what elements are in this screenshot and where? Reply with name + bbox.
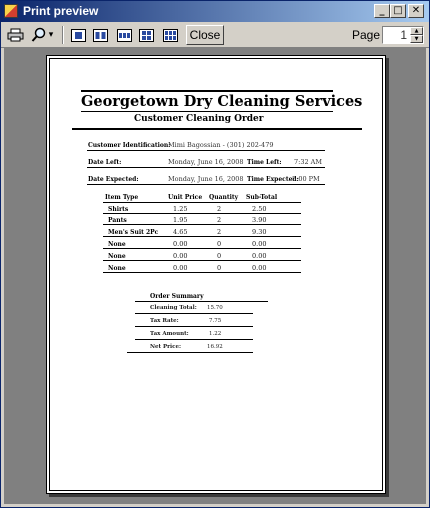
row-item: None xyxy=(108,253,126,260)
customer-label: Customer Identification: xyxy=(88,142,171,149)
time-expected-value: 5:00 PM xyxy=(292,175,320,183)
toolbar-separator xyxy=(62,26,64,44)
six-pages-icon xyxy=(163,29,178,42)
row-unit-price: 0.00 xyxy=(173,252,188,260)
three-pages-button[interactable] xyxy=(114,25,134,45)
six-pages-button[interactable] xyxy=(160,25,180,45)
one-page-icon xyxy=(71,29,86,42)
col-header-item-type: Item Type xyxy=(105,194,139,201)
printer-icon xyxy=(7,28,24,42)
zoom-dropdown-arrow[interactable]: ▾ xyxy=(48,30,54,40)
header-rule-top xyxy=(81,90,333,92)
row-unit-price: 1.95 xyxy=(173,216,188,224)
date-expected-rule xyxy=(87,184,325,185)
row-rule xyxy=(103,236,301,237)
summary-rule xyxy=(135,313,253,314)
two-pages-button[interactable] xyxy=(90,25,110,45)
row-quantity: 0 xyxy=(217,252,222,260)
col-header-quantity: Quantity xyxy=(209,194,239,201)
summary-label: Tax Amount: xyxy=(150,331,189,337)
date-expected-label: Date Expected: xyxy=(88,176,139,183)
col-header-subtotal: Sub-Total xyxy=(246,194,278,201)
row-unit-price: 1.25 xyxy=(173,205,188,213)
summary-rule xyxy=(135,326,253,327)
summary-rule xyxy=(135,339,253,340)
row-subtotal: 3.90 xyxy=(252,216,267,224)
two-pages-icon xyxy=(93,29,108,42)
summary-label: Net Price: xyxy=(150,344,181,350)
page-down-arrow[interactable]: ▼ xyxy=(410,35,423,43)
customer-rule xyxy=(87,150,325,151)
time-left-label: Time Left: xyxy=(247,159,282,166)
summary-label: Tax Rate: xyxy=(150,318,179,324)
row-subtotal: 9.30 xyxy=(252,228,267,236)
time-left-value: 7:32 AM xyxy=(294,158,323,166)
page-number-value[interactable]: 1 xyxy=(400,28,407,42)
summary-title: Order Summary xyxy=(150,293,204,300)
row-quantity: 2 xyxy=(217,216,222,224)
summary-value: 16.92 xyxy=(207,344,223,350)
header-rule-bottom xyxy=(72,128,362,130)
date-left-rule xyxy=(87,167,325,168)
document-subtitle: Customer Cleaning Order xyxy=(134,114,264,124)
row-rule xyxy=(103,272,301,273)
table-header-rule xyxy=(103,202,301,203)
customer-value: Mimi Bagossian - (301) 202-479 xyxy=(168,141,274,149)
page-label: Page xyxy=(352,28,381,42)
date-left-label: Date Left: xyxy=(88,159,122,166)
print-button[interactable] xyxy=(5,25,25,45)
window-title: Print preview xyxy=(23,4,99,18)
header-rule-mid xyxy=(81,111,333,112)
preview-area[interactable] xyxy=(4,48,426,504)
app-icon xyxy=(4,4,18,18)
close-button[interactable]: Close xyxy=(186,25,224,45)
maximize-button[interactable]: □ xyxy=(390,4,406,18)
row-rule xyxy=(103,260,301,261)
col-header-unit-price: Unit Price xyxy=(168,194,203,201)
title-bar[interactable] xyxy=(1,1,429,22)
row-unit-price: 0.00 xyxy=(173,240,188,248)
summary-value: 7.75 xyxy=(209,318,222,324)
row-subtotal: 2.50 xyxy=(252,205,267,213)
row-item: Pants xyxy=(108,217,127,224)
summary-label: Cleaning Total: xyxy=(150,305,197,311)
row-rule xyxy=(103,248,301,249)
summary-title-rule xyxy=(135,301,268,302)
row-item: Shirts xyxy=(108,206,129,213)
row-subtotal: 0.00 xyxy=(252,252,267,260)
date-expected-value: Monday, June 16, 2008 xyxy=(168,175,244,183)
summary-value: 1.22 xyxy=(209,331,222,337)
page-number-input[interactable] xyxy=(382,26,424,44)
four-pages-button[interactable] xyxy=(136,25,156,45)
one-page-button[interactable] xyxy=(68,25,88,45)
row-subtotal: 0.00 xyxy=(252,264,267,272)
row-quantity: 0 xyxy=(217,264,222,272)
company-name: Georgetown Dry Cleaning Services xyxy=(81,93,363,110)
row-rule xyxy=(103,224,301,225)
row-quantity: 2 xyxy=(217,205,222,213)
row-item: Men's Suit 2Pc xyxy=(108,229,159,236)
four-pages-icon xyxy=(139,29,154,42)
minimize-button[interactable]: _ xyxy=(374,4,390,18)
row-quantity: 0 xyxy=(217,240,222,248)
zoom-button[interactable] xyxy=(27,25,57,45)
time-expected-label: Time Expected: xyxy=(247,176,299,183)
row-subtotal: 0.00 xyxy=(252,240,267,248)
magnifier-icon xyxy=(31,27,47,43)
row-item: None xyxy=(108,265,126,272)
toolbar xyxy=(1,23,429,48)
summary-value: 15.70 xyxy=(207,305,223,311)
summary-rule xyxy=(127,352,253,353)
row-unit-price: 4.65 xyxy=(173,228,188,236)
three-pages-icon xyxy=(117,29,132,42)
page-up-arrow[interactable]: ▲ xyxy=(410,27,423,35)
row-rule xyxy=(103,213,301,214)
preview-page xyxy=(46,55,386,494)
row-unit-price: 0.00 xyxy=(173,264,188,272)
row-quantity: 2 xyxy=(217,228,222,236)
row-item: None xyxy=(108,241,126,248)
date-left-value: Monday, June 16, 2008 xyxy=(168,158,244,166)
close-window-button[interactable]: ✕ xyxy=(408,4,424,18)
